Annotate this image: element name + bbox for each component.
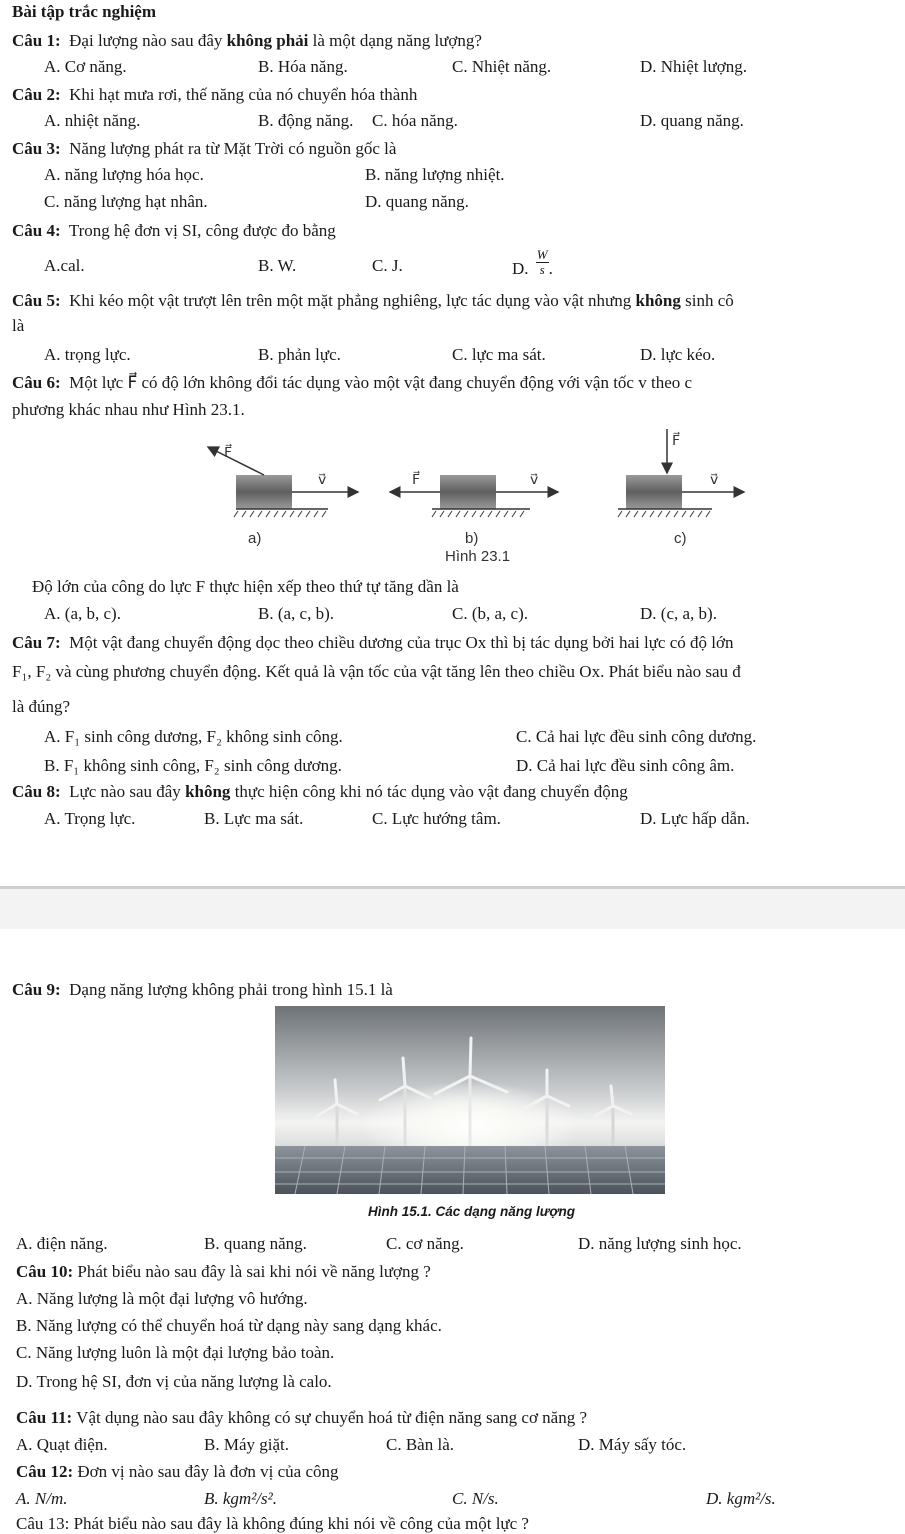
q9-option-b[interactable]: B. quang năng. (204, 1234, 307, 1253)
velocity-label-b: v⃗ (530, 471, 539, 487)
question-10: Câu 10: Phát biểu nào sau đây là sai khi nói về năng lượng ? (16, 1262, 431, 1281)
q3-option-d[interactable]: D. quang năng. (365, 192, 469, 211)
question-5-line2: là (12, 316, 25, 335)
q1-option-d[interactable]: D. Nhiệt lượng. (640, 57, 747, 76)
photo-caption: Hình 15.1. Các dạng năng lượng (368, 1204, 575, 1219)
q6-option-a[interactable]: A. (a, b, c). (44, 604, 121, 623)
question-label: Câu 7: (12, 633, 61, 652)
question-12: Câu 12: Đơn vị nào sau đây là đơn vị của công (16, 1462, 339, 1481)
q11-option-b[interactable]: B. Máy giặt. (204, 1435, 289, 1454)
question-7: Câu 7: Một vật đang chuyển động dọc theo chiều dương của trục Ox thì bị tác dụng bởi hai lực có độ lớn (12, 633, 734, 652)
figure-panel-b (390, 470, 558, 565)
q11-option-c[interactable]: C. Bàn là. (386, 1435, 454, 1454)
q9-option-c[interactable]: C. cơ năng. (386, 1234, 464, 1253)
q10-option-b[interactable]: B. Năng lượng có thể chuyển hoá từ dạng này sang dạng khác. (16, 1316, 442, 1335)
question-label: Câu 5: (12, 291, 61, 310)
q11-option-a[interactable]: A. Quạt điện. (16, 1435, 108, 1454)
q9-option-d[interactable]: D. năng lượng sinh học. (578, 1234, 742, 1253)
q6-option-d[interactable]: D. (c, a, b). (640, 604, 717, 623)
q8-option-b[interactable]: B. Lực ma sát. (204, 809, 304, 828)
question-7-line3: là đúng? (12, 697, 71, 716)
question-1: Câu 1: Đại lượng nào sau đây không phải là một dạng năng lượng? (12, 31, 482, 50)
question-4: Câu 4: Trong hệ đơn vị SI, công được đo bằng (12, 221, 336, 240)
q8-option-c[interactable]: C. Lực hướng tâm. (372, 809, 501, 828)
question-label: Câu 11: (16, 1408, 73, 1427)
q4-option-a[interactable]: A.cal. (44, 256, 85, 275)
figure-caption: Hình 23.1 (445, 548, 511, 565)
question-label: Câu 10: (16, 1262, 74, 1281)
q7-option-d[interactable]: D. Cả hai lực đều sinh công âm. (516, 756, 735, 775)
q5-option-c[interactable]: C. lực ma sát. (452, 345, 546, 364)
velocity-label-c: v⃗ (710, 471, 719, 487)
question-7-line2: F₁, F₂ và cùng phương chuyển động. Kết quả là vận tốc của vật tăng lên theo chiều Ox. Phát biểu nào sau đ (12, 662, 741, 681)
question-6: Câu 6: Một lực F⃗ có độ lớn không đổi tác dụng vào một vật đang chuyển động với vận tốc v theo c (12, 373, 693, 392)
question-3: Câu 3: Năng lượng phát ra từ Mặt Trời có nguồn gốc là (12, 139, 397, 158)
panel-label-a: a) (248, 530, 262, 547)
velocity-label-a: v⃗ (318, 471, 327, 487)
q6-option-b[interactable]: B. (a, c, b). (258, 604, 335, 623)
page-title: Bài tập trắc nghiệm (12, 2, 157, 21)
panel-label-b: b) (465, 530, 479, 547)
panel-label-c: c) (674, 530, 687, 547)
page-separator (0, 886, 905, 929)
figure-panel-a (208, 443, 358, 547)
energy-photo (275, 1006, 665, 1194)
question-2: Câu 2: Khi hạt mưa rơi, thế năng của nó chuyển hóa thành (12, 85, 418, 104)
q10-option-c[interactable]: C. Năng lượng luôn là một đại lượng bảo toàn. (16, 1343, 335, 1362)
q12-option-b[interactable]: B. kgm²/s². (204, 1489, 277, 1508)
q5-option-a[interactable]: A. trọng lực. (44, 345, 131, 364)
q10-option-d[interactable]: D. Trong hệ SI, đơn vị của năng lượng là calo. (16, 1372, 332, 1391)
question-label: Câu 1: (12, 31, 61, 50)
q4-option-b[interactable]: B. W. (258, 256, 297, 275)
q5-option-b[interactable]: B. phản lực. (258, 345, 341, 364)
q3-option-a[interactable]: A. năng lượng hóa học. (44, 165, 204, 184)
question-8: Câu 8: Lực nào sau đây không thực hiện công khi nó tác dụng vào vật đang chuyển động (12, 782, 628, 801)
q4-option-c[interactable]: C. J. (372, 256, 403, 275)
question-label: Câu 12: (16, 1462, 74, 1481)
q1-option-c[interactable]: C. Nhiệt năng. (452, 57, 552, 76)
q2-option-b[interactable]: B. động năng. (258, 111, 354, 130)
question-6-prompt: Độ lớn của công do lực F thực hiện xếp theo thứ tự tăng dần là (32, 577, 459, 596)
question-13-partial: Câu 13: Phát biểu nào sau đây là không đúng khi nói về công của một lực ? (16, 1514, 529, 1533)
q10-option-a[interactable]: A. Năng lượng là một đại lượng vô hướng. (16, 1289, 308, 1308)
force-label-b: F⃗ (412, 471, 421, 487)
q7-option-b[interactable]: B. F₁ không sinh công, F₂ sinh công dương. (44, 756, 342, 775)
figure-panel-c (618, 429, 744, 547)
question-label: Câu 2: (12, 85, 61, 104)
q6-option-c[interactable]: C. (b, a, c). (452, 604, 529, 623)
force-label-c: F⃗ (672, 432, 681, 448)
question-11: Câu 11: Vật dụng nào sau đây không có sự chuyển hoá từ điện năng sang cơ năng ? (16, 1408, 588, 1427)
question-6-line2: phương khác nhau như Hình 23.1. (12, 400, 245, 419)
q12-option-a[interactable]: A. N/m. (16, 1489, 68, 1508)
q5-option-d[interactable]: D. lực kéo. (640, 345, 716, 364)
q12-option-c[interactable]: C. N/s. (452, 1489, 499, 1508)
question-label: Câu 6: (12, 373, 61, 392)
q8-option-a[interactable]: A. Trọng lực. (44, 809, 136, 828)
q4-option-d[interactable]: D. $\frac{W}{s}$ . (512, 247, 553, 279)
q12-option-d[interactable]: D. kgm²/s. (706, 1489, 776, 1508)
q2-option-c[interactable]: C. hóa năng. (372, 111, 458, 130)
question-label: Câu 8: (12, 782, 61, 801)
q2-option-a[interactable]: A. nhiệt năng. (44, 111, 141, 130)
question-label: Câu 3: (12, 139, 61, 158)
question-label: Câu 4: (12, 221, 61, 240)
q2-option-d[interactable]: D. quang năng. (640, 111, 744, 130)
q1-option-a[interactable]: A. Cơ năng. (44, 57, 127, 76)
q3-option-c[interactable]: C. năng lượng hạt nhân. (44, 192, 208, 211)
q9-option-a[interactable]: A. điện năng. (16, 1234, 108, 1253)
q11-option-d[interactable]: D. Máy sấy tóc. (578, 1435, 687, 1454)
q8-option-d[interactable]: D. Lực hấp dẫn. (640, 809, 750, 828)
q7-option-c[interactable]: C. Cả hai lực đều sinh công dương. (516, 727, 757, 746)
figure-23-1 (200, 425, 760, 570)
q3-option-b[interactable]: B. năng lượng nhiệt. (365, 165, 505, 184)
force-label-a: F⃗ (224, 444, 233, 460)
question-9: Câu 9: Dạng năng lượng không phải trong hình 15.1 là (12, 980, 393, 999)
question-5: Câu 5: Khi kéo một vật trượt lên trên một mặt phẳng nghiêng, lực tác dụng vào vật nhưng không sinh cô (12, 291, 734, 310)
q1-option-b[interactable]: B. Hóa năng. (258, 57, 348, 76)
q7-option-a[interactable]: A. F₁ sinh công dương, F₂ không sinh công. (44, 727, 343, 746)
question-label: Câu 9: (12, 980, 61, 999)
